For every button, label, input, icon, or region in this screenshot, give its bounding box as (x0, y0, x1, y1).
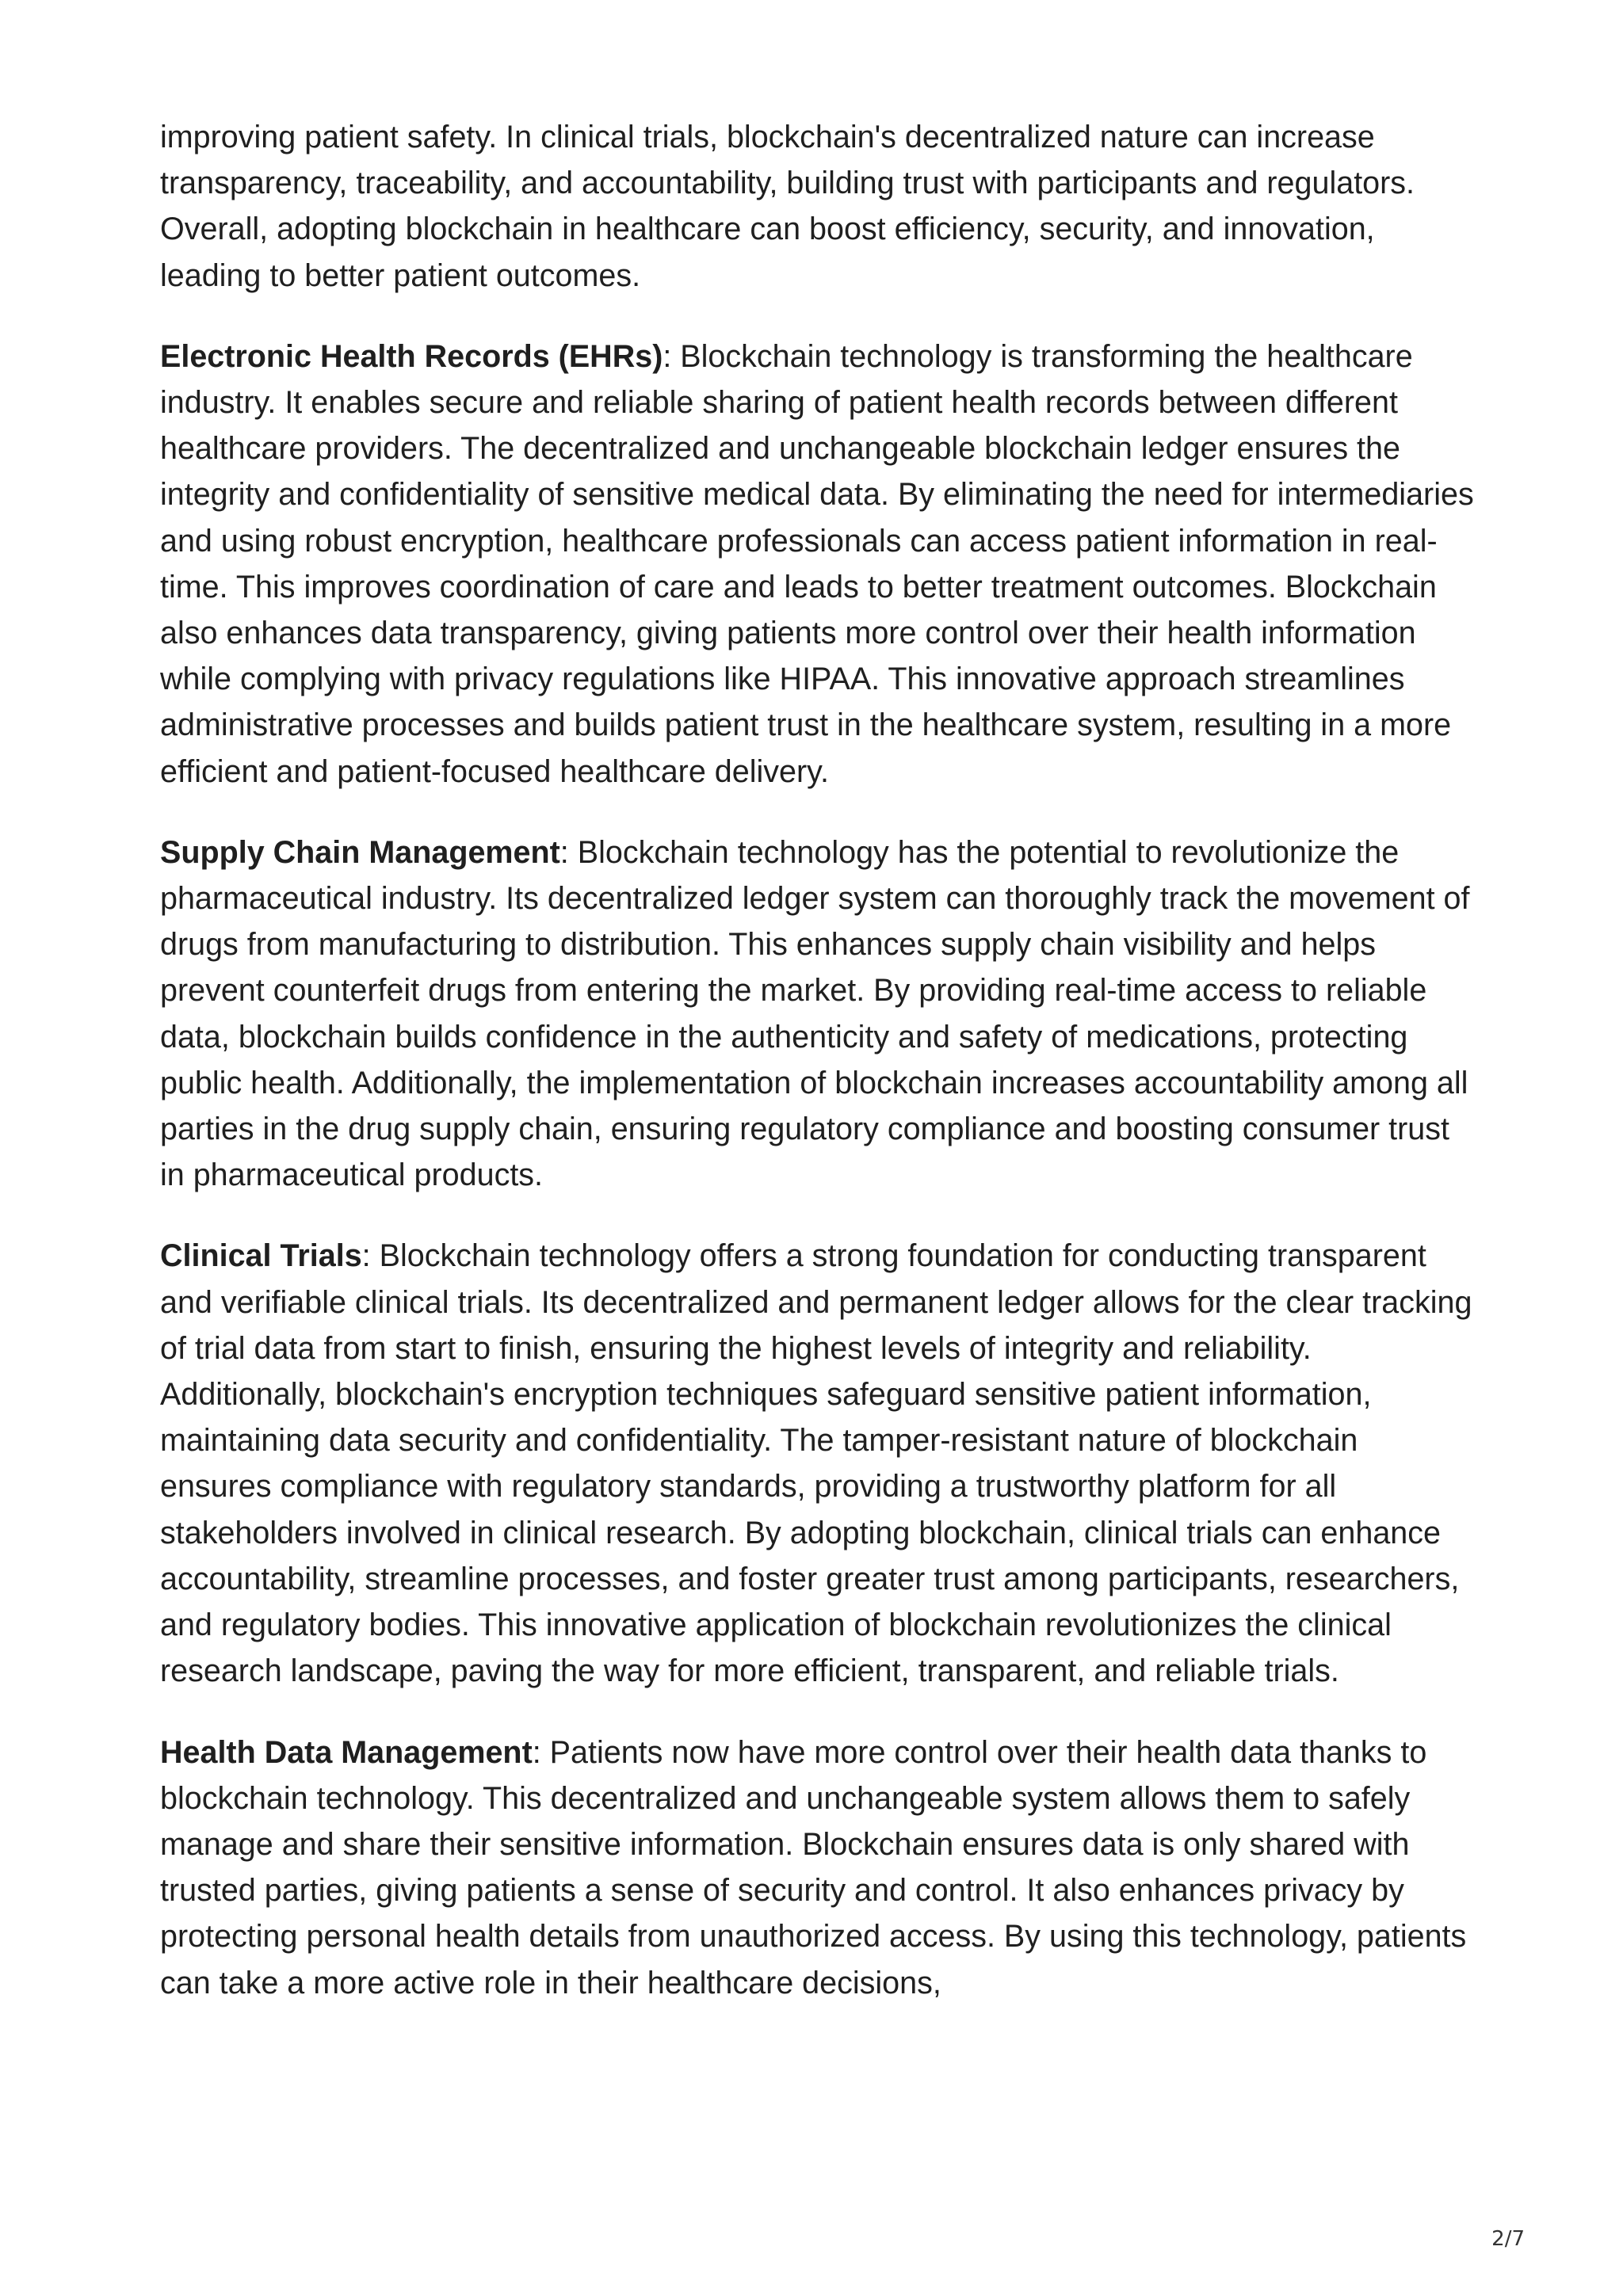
page-number: 2/7 (1491, 2227, 1525, 2251)
section-health-data (160, 1730, 1476, 2006)
document-body (160, 114, 1476, 2041)
section-clinical-trials-term: Clinical Trials (160, 1238, 362, 1274)
section-health-data-text: : Patients now have more control over their health data thanks to blockchain technology. This decentralized and unchangeable system allows them to safely manage and share their sensitive information. Blockchain ensures data is only shared with trusted parties, giving patients a sense of security and control. It also enhances privacy by protecting personal health details from unauthorized access. By using this technology, patients can take a more active role in their healthcare decisions, (160, 1734, 1467, 2000)
section-health-data-term: Health Data Management (160, 1734, 533, 1770)
section-clinical-trials (160, 1233, 1476, 1694)
section-supply-chain-text: : Blockchain technology has the potential to revolutionize the pharmaceutical industry. Its decentralized ledger system can thoroughly track the movement of drugs from manufacturing to distribution. This enhances supply chain visibility and helps prevent counterfeit drugs from entering the market. By providing real-time access to reliable data, blockchain builds confidence in the authenticity and safety of medications, protecting public health. Additionally, the implementation of blockchain increases accountability among all parties in the drug supply chain, ensuring regulatory compliance and boosting consumer trust in pharmaceutical products. (160, 834, 1470, 1193)
section-ehr-text: : Blockchain technology is transforming the healthcare industry. It enables secure and reliable sharing of patient health records between different healthcare providers. The decentralized and unchangeable blockchain ledger ensures the integrity and confidentiality of sensitive medical data. By eliminating the need for intermediaries and using robust encryption, healthcare professionals can access patient information in real-time. This improves coordination of care and leads to better treatment outcomes. Blockchain also enhances data transparency, giving patients more control over their health information while complying with privacy regulations like HIPAA. This innovative approach streamlines administrative processes and builds patient trust in the healthcare system, resulting in a more efficient and patient-focused healthcare delivery. (160, 338, 1474, 789)
section-clinical-trials-text: : Blockchain technology offers a strong foundation for conducting transparent and verifiable clinical trials. Its decentralized and permanent ledger allows for the clear tracking of trial data from start to finish, ensuring the highest levels of integrity and reliability. Additionally, blockchain's encryption techniques safeguard sensitive patient information, maintaining data security and confidentiality. The tamper-resistant nature of blockchain ensures compliance with regulatory standards, providing a trustworthy platform for all stakeholders involved in clinical research. By adopting blockchain, clinical trials can enhance accountability, streamline processes, and foster greater trust among participants, researchers, and regulatory bodies. This innovative application of blockchain revolutionizes the clinical research landscape, paving the way for more efficient, transparent, and reliable trials. (160, 1238, 1472, 1689)
section-supply-chain (160, 830, 1476, 1199)
section-supply-chain-term: Supply Chain Management (160, 834, 560, 870)
section-ehr-term: Electronic Health Records (EHRs) (160, 338, 663, 374)
section-ehr (160, 334, 1476, 795)
intro-paragraph: improving patient safety. In clinical trials, blockchain's decentralized nature can increase transparency, traceability, and accountability, building trust with participants and regulators. Overall, adopting blockchain in healthcare can boost efficiency, security, and innovation, leading to better patient outcomes. (160, 120, 1415, 293)
